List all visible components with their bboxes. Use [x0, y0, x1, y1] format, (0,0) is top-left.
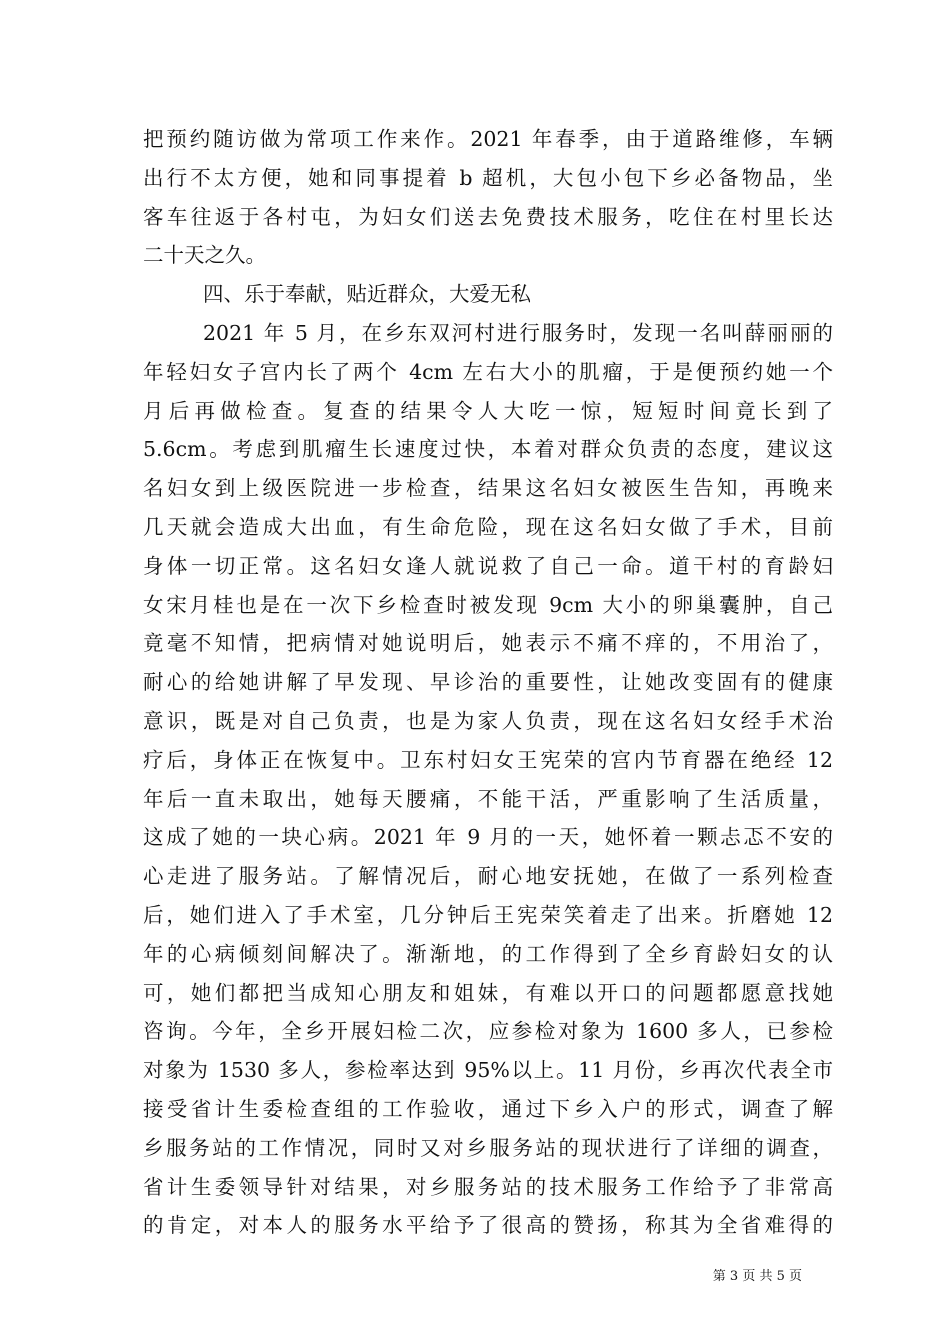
text-line: 年的心病倾刻间解决了。渐渐地，的工作得到了全乡育龄妇女的认 — [143, 941, 833, 966]
text-line: 把预约随访做为常项工作来作。2021 年春季，由于道路维修，车辆 — [143, 127, 833, 151]
text-line: 几天就会造成大出血，有生命危险，现在这名妇女做了手术，目前 — [143, 514, 833, 539]
text-line: 疗后，身体正在恢复中。卫东村妇女王宪荣的宫内节育器在绝经 12 — [143, 747, 833, 772]
text-line: 省计生委领导针对结果，对乡服务站的技术服务工作给予了非常高 — [143, 1174, 833, 1199]
text-line: 2021 年 5 月，在乡东双河村进行服务时，发现一名叫薛丽丽的 — [203, 320, 833, 345]
text-line: 心走进了服务站。了解情况后，耐心地安抚她，在做了一系列检查 — [143, 864, 833, 889]
text-line: 耐心的给她讲解了早发现、早诊治的重要性，让她改变固有的健康 — [143, 670, 833, 695]
text-line: 客车往返于各村屯，为妇女们送去免费技术服务，吃住在村里长达 — [143, 204, 833, 229]
text-line: 可，她们都把当成知心朋友和姐妹，有难以开口的问题都愿意找她 — [143, 980, 833, 1005]
text-line: 5.6cm。考虑到肌瘤生长速度过快，本着对群众负责的态度，建议这 — [143, 437, 833, 462]
text-line: 二十天之久。 — [143, 243, 266, 268]
text-line: 乡服务站的工作情况，同时又对乡服务站的现状进行了详细的调查， — [143, 1135, 833, 1160]
document-body — [143, 120, 833, 1245]
text-line: 对象为 1530 多人，参检率达到 95%以上。11 月份，乡再次代表全市 — [143, 1058, 833, 1083]
text-line: 咨询。今年，全乡开展妇检二次，应参检对象为 1600 多人，已参检 — [143, 1019, 833, 1044]
text-line: 接受省计生委检查组的工作验收，通过下乡入户的形式，调查了解 — [143, 1096, 833, 1121]
section-heading: 四、乐于奉献，贴近群众，大爱无私 — [203, 282, 531, 307]
text-line: 意识，既是对自己负责，也是为家人负责，现在这名妇女经手术治 — [143, 708, 833, 733]
text-line: 月后再做检查。复查的结果令人大吃一惊，短短时间竟长到了 — [143, 398, 833, 423]
text-line: 年后一直未取出，她每天腰痛，不能干活，严重影响了生活质量， — [143, 786, 833, 811]
text-line: 这成了她的一块心病。2021 年 9 月的一天，她怀着一颗忐忑不安的 — [143, 825, 833, 850]
page-number: 第 3 页 共 5 页 — [712, 1269, 802, 1284]
text-line: 竟毫不知情，把病情对她说明后，她表示不痛不痒的，不用治了， — [143, 631, 833, 656]
text-line: 身体一切正常。这名妇女逢人就说救了自己一命。道干村的育龄妇 — [143, 553, 833, 578]
text-line: 女宋月桂也是在一次下乡检查时被发现 9cm 大小的卵巢囊肿，自己 — [143, 592, 833, 617]
text-line: 后，她们进入了手术室，几分钟后王宪荣笑着走了出来。折磨她 12 — [143, 902, 833, 927]
text-line: 的肯定，对本人的服务水平给予了很高的赞扬，称其为全省难得的 — [143, 1213, 833, 1238]
text-line: 年轻妇女子宫内长了两个 4cm 左右大小的肌瘤，于是便预约她一个 — [143, 359, 833, 384]
text-line: 名妇女到上级医院进一步检查，结果这名妇女被医生告知，再晚来 — [143, 476, 833, 501]
text-line: 出行不太方便，她和同事提着 b 超机，大包小包下乡必备物品，坐 — [143, 165, 833, 190]
